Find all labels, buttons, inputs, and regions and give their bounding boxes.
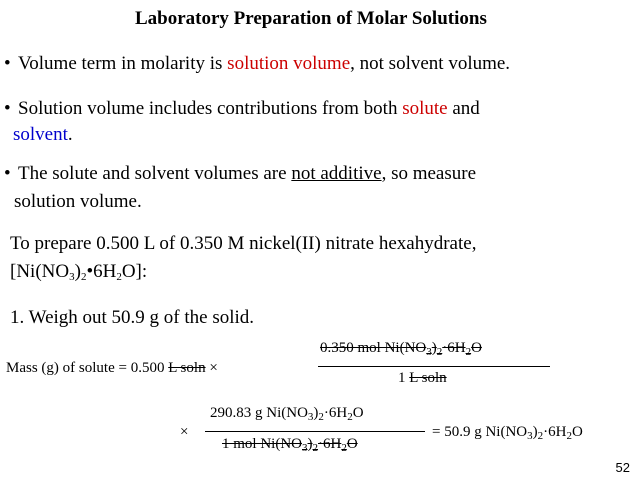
step-1: 1. Weigh out 50.9 g of the solid. (10, 307, 255, 328)
fraction-1-bar (318, 366, 550, 367)
equation-lhs: Mass (g) of solute = 0.500 L soln × (6, 360, 218, 376)
highlight-solution-volume: solution volume (227, 53, 351, 74)
equation-result: = 50.9 g $Ni(NO_3)_2\cdot 6H_2O$ (432, 424, 583, 442)
page-number: 52 (615, 460, 630, 475)
fraction-1-numerator: 0.350 mol $Ni(NO_3)_2\cdot 6H_2O$ (320, 340, 482, 358)
fraction-1-denominator: 1 L soln (398, 370, 447, 386)
bullet-2: • Solution volume includes contributions from both solute and (4, 98, 480, 119)
bullet-dot-icon: • (4, 53, 11, 74)
bullet-3: • The solute and solvent volumes are not additive, so measure (4, 163, 477, 184)
times-sign: × (180, 424, 189, 440)
fraction-2-bar (205, 431, 425, 432)
bullet-3-line-2: solution volume. (14, 191, 142, 212)
highlight-not-additive: not additive (291, 163, 382, 184)
bullet-dot-icon: • (4, 163, 11, 184)
prepare-line-2: $[Ni(NO_3)_2•6H_2O]$: (10, 261, 148, 283)
bullet-2-line-2: solvent. (13, 124, 73, 145)
highlight-solute: solute (402, 98, 448, 119)
fraction-2-denominator: 1 mol $Ni(NO_3)_2\cdot 6H_2O$ (222, 436, 358, 454)
bullet-1: • Volume term in molarity is solution volume, not solvent volume. (4, 53, 511, 74)
page-title: Laboratory Preparation of Molar Solutions (135, 8, 487, 29)
bullet-dot-icon: • (4, 98, 11, 119)
fraction-2-numerator: 290.83 g $Ni(NO_3)_2\cdot 6H_2O$ (210, 405, 364, 423)
prepare-line-1: To prepare 0.500 L of 0.350 M nickel(II) nitrate hexahydrate, (10, 233, 477, 254)
highlight-solvent: solvent (13, 124, 68, 145)
